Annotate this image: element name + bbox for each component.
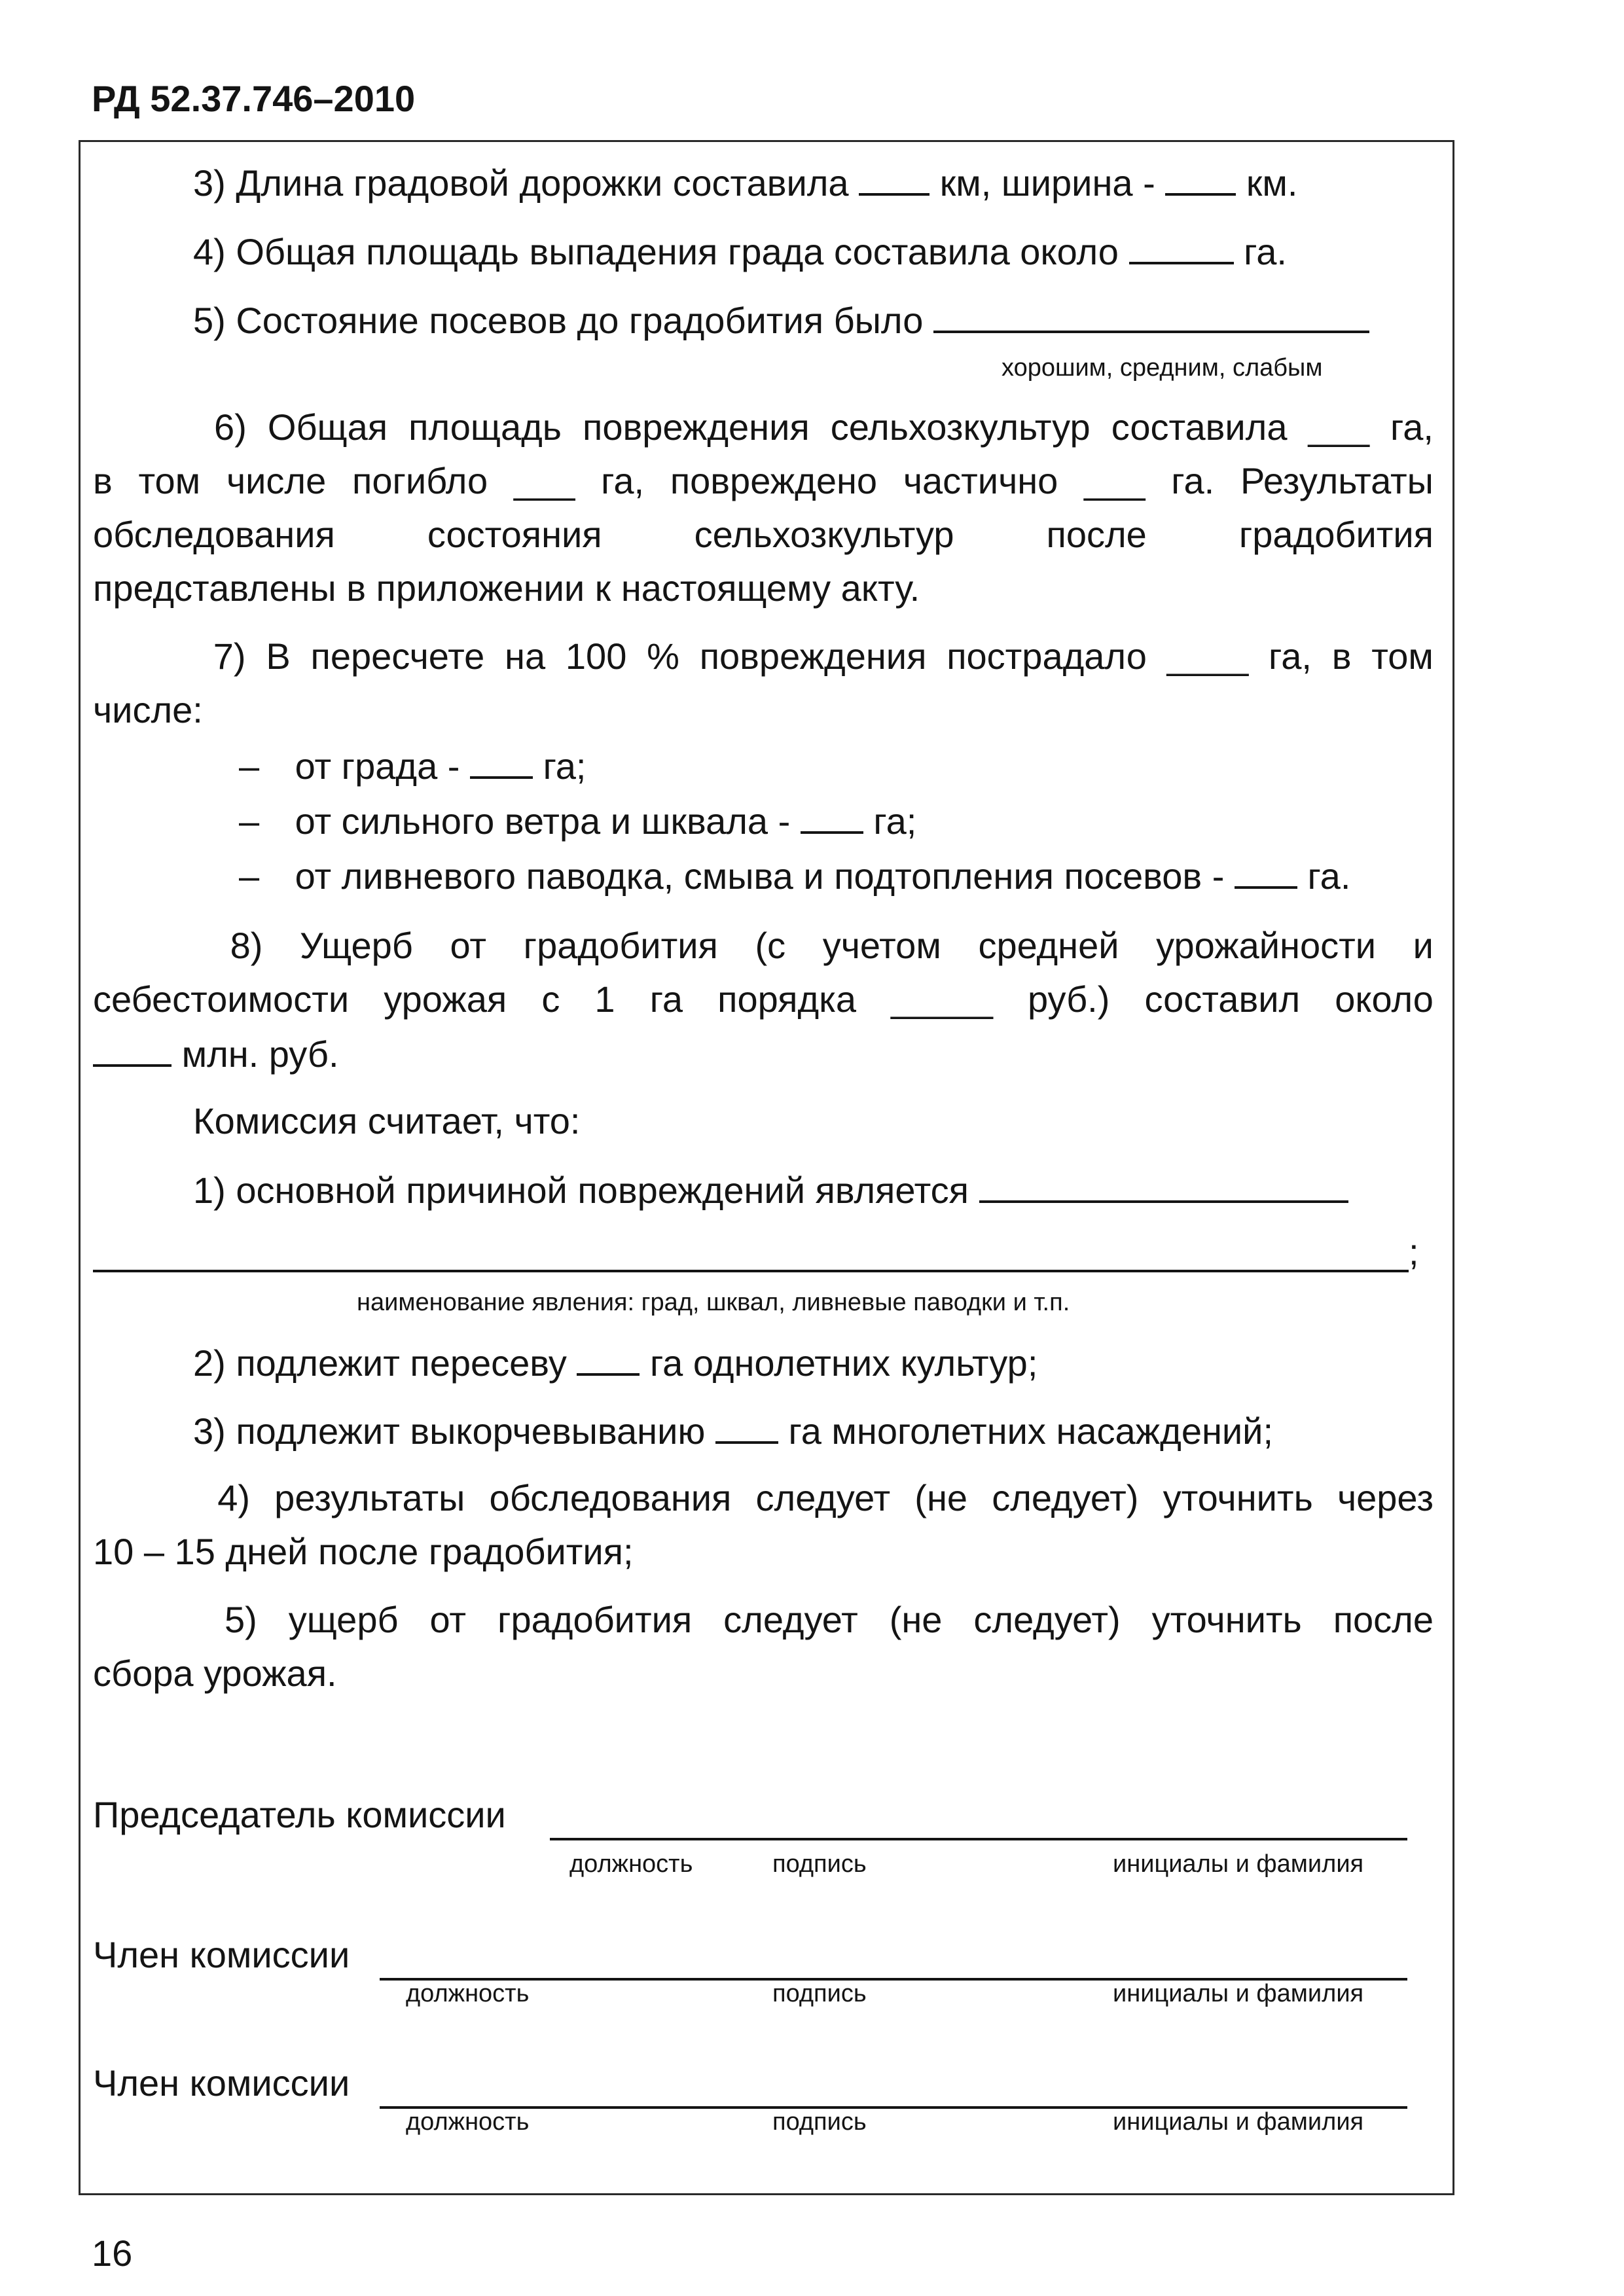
conclusion-4-line-2: 10 – 15 дней после градобития; — [93, 1531, 634, 1572]
member-2-name-caption: инициалы и фамилия — [1113, 2108, 1364, 2136]
item-3-text-c: км. — [1246, 162, 1298, 204]
conclusion-5-line-1: 5) ущерб от градобития следует (не следует) уточнить после — [224, 1599, 1434, 1640]
cost-per-ha-blank[interactable]: _____ — [891, 978, 993, 1020]
item-3-text-a: 3) Длина градовой дорожки составила — [193, 162, 849, 204]
conclusion-3-line: 3) подлежит выкорчевыванию га многолетних насаждений; — [193, 1408, 1273, 1453]
conclusions-intro: Комиссия считает, что: — [193, 1100, 581, 1141]
track-length-blank[interactable] — [859, 160, 929, 196]
flood-loss-blank[interactable] — [1235, 853, 1297, 889]
damage-total-blank[interactable] — [93, 1031, 171, 1067]
item-6-line-1: 6) Общая площадь повреждения сельхозкультур составила ___ га, — [214, 406, 1434, 448]
item-7-line-1: 7) В пересчете на 100 % повреждения пострадало ____ га, в том — [213, 636, 1434, 677]
partially-damaged-blank[interactable]: ___ — [1084, 460, 1146, 501]
item-8-line-3: млн. руб. — [93, 1031, 339, 1076]
damaged-area-blank[interactable]: ___ — [1308, 406, 1369, 448]
cause-hint: наименование явления: град, шквал, ливневые паводки и т.п. — [357, 1289, 1070, 1316]
item-4-line — [193, 229, 1287, 274]
chairman-signature-caption: подпись — [772, 1850, 867, 1878]
hail-loss-blank[interactable] — [470, 744, 533, 779]
member-2-label: Член комиссии — [93, 2062, 350, 2104]
cause-blank-part-2[interactable] — [93, 1270, 1409, 1272]
item-5-line — [193, 298, 1369, 342]
conclusion-4-line-1: 4) результаты обследования следует (не следует) уточнить через — [217, 1477, 1434, 1518]
chairman-position-caption: должность — [569, 1850, 693, 1878]
item-5-text: 5) Состояние посевов до градобития было — [193, 300, 924, 341]
item-6-line-4: представлены в приложении к настоящему акту. — [93, 567, 920, 609]
member-1-name-caption: инициалы и фамилия — [1113, 1980, 1364, 2007]
member-2-position-caption: должность — [406, 2108, 530, 2136]
item-6-line-3: обследования состояния сельхозкультур после градобития — [93, 514, 1434, 555]
dash-item-wind: – от сильного ветра и шквала - га; — [239, 798, 916, 843]
chairman-name-caption: инициалы и фамилия — [1113, 1850, 1364, 1878]
conclusion-2-line: 2) подлежит пересеву га однолетних культур; — [193, 1340, 1038, 1385]
item-3-text-b: км, ширина - — [939, 162, 1155, 204]
uproot-area-blank[interactable] — [715, 1408, 778, 1444]
item-4-text-a: 4) Общая площадь выпадения града составила около — [193, 231, 1119, 272]
chairman-label: Председатель комиссии — [93, 1794, 506, 1835]
dash-marker: – — [239, 745, 260, 787]
cause-blank-part-1[interactable] — [979, 1168, 1348, 1203]
conclusion-1-line: 1) основной причиной повреждений является — [193, 1168, 1348, 1212]
dash-marker: – — [239, 800, 260, 842]
total-loss-blank[interactable]: ____ — [1166, 636, 1249, 677]
conclusion-5-line-2: сбора урожая. — [93, 1653, 337, 1694]
member-1-label: Член комиссии — [93, 1934, 350, 1975]
item-8-line-1: 8) Ущерб от градобития (с учетом средней урожайности и — [230, 925, 1434, 966]
item-3-line — [193, 160, 1297, 205]
dash-item-flood: – от ливневого паводка, смыва и подтопления посевов - га. — [239, 853, 1350, 898]
item-8-line-2: себестоимости урожая с 1 га порядка _____ руб.) составил около — [93, 978, 1434, 1020]
cause-end-mark: ; — [1409, 1231, 1419, 1272]
member-1-position-caption: должность — [406, 1980, 530, 2007]
member-1-signature-caption: подпись — [772, 1980, 867, 2007]
dash-item-hail: – от града - га; — [239, 744, 586, 788]
chairman-signature-line[interactable] — [550, 1838, 1407, 1840]
perished-area-blank[interactable]: ___ — [513, 460, 575, 501]
crop-state-hint: хорошим, средним, слабым — [1001, 354, 1323, 382]
dash-marker: – — [239, 855, 260, 897]
item-7-line-2: числе: — [93, 689, 203, 730]
document-code: РД 52.37.746–2010 — [92, 78, 416, 119]
member-2-signature-caption: подпись — [772, 2108, 867, 2136]
crop-state-blank[interactable] — [933, 298, 1369, 333]
item-6-line-2: в том числе погибло ___ га, повреждено частично ___ га. Результаты — [93, 460, 1434, 501]
hail-area-blank[interactable] — [1129, 229, 1234, 264]
resow-area-blank[interactable] — [577, 1340, 640, 1376]
track-width-blank[interactable] — [1165, 160, 1236, 196]
wind-loss-blank[interactable] — [801, 798, 863, 834]
item-4-text-b: га. — [1244, 231, 1287, 272]
page-number: 16 — [92, 2233, 133, 2274]
